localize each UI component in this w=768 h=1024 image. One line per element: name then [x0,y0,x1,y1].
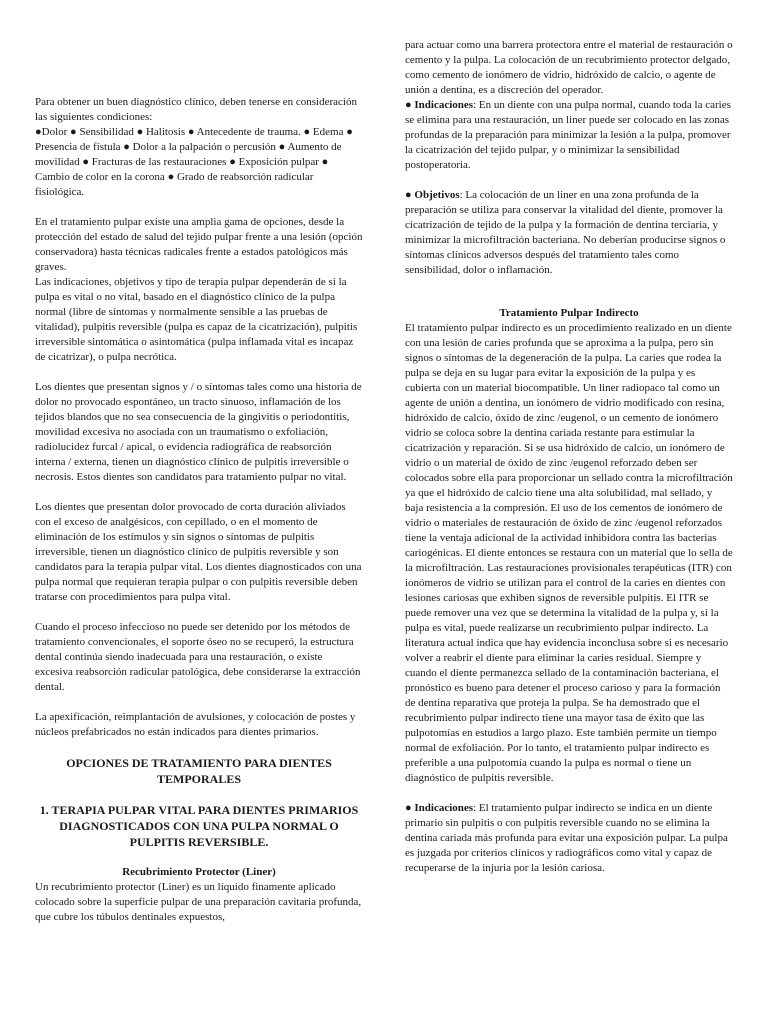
liner-heading: Recubrimiento Protector (Liner) [122,866,276,878]
vital-therapy-heading: 1. TERAPIA PULPAR VITAL PARA DIENTES PRIMARIOS DIAGNOSTICADOS CON UNA PULPA NORMAL O PULPITIS REVERSIBLE. [39,803,359,849]
liner-continuation-paragraph: para actuar como una barrera protectora entre el material de restauración o cemento y la pulpa. La colocación de un recubrimiento protector delgado, como cemento de ionómero de vidrio, hidróxido de calcio, o agente de unión a dentina, es a discreción del operador. [405,39,733,96]
infection-paragraph: Cuando el proceso infeccioso no puede ser detenido por los métodos de tratamiento convencionales, el soporte óseo no se recuperó, la estructura dental continúa siendo inadecuada para una restauración, o existe excesiva reabsorción radicular patológica, debe considerarse la extracción dental. [35,621,361,693]
indirect-treatment-heading: Tratamiento Pulpar Indirecto [499,307,639,319]
indirect-indications-text: : El tratamiento pulpar indirecto se indica en un diente primario sin pulpitis o con pulpitis reversible cuando no se elimina la dentina cariada más profunda para evitar una exposición pulpar. La pulpa es juzgada por criterios clínicos y radiográficos como vital y capaz de recuperarse de la injuria por la lesión cariosa. [405,802,728,874]
options-heading: OPCIONES DE TRATAMIENTO PARA DIENTES TEMPORALES [66,756,332,786]
indications-text: : En un diente con una pulpa normal, cuando toda la caries se elimina para una restauración, un liner puede ser colocado en las zonas profundas de la preparación para minimizar la lesión a la pulpa, promover la cicatrización del tejido pulpar, y o minimizar la sensibilidad postoperatoria. [405,99,731,171]
indications-label: ● Indicaciones [405,99,474,111]
conditions-list: ●Dolor ● Sensibilidad ● Halitosis ● Antecedente de trauma. ● Edema ● Presencia de fístula ● Dolor a la palpación o percusión ● Aumento de movilidad ● Fracturas de las restauraciones ● Exposición pulpar ● Cambio de color en la corona ● Grado de reabsorción radicular fisiológica. [35,126,353,198]
indirect-indications-item [405,801,733,876]
indirect-treatment-paragraph: El tratamiento pulpar indirecto es un procedimiento realizado en un diente con una lesión de caries profunda que se aproxima a la pulpa, pero sin signos o síntomas de la degeneración de la pulpa. La caries que rodea la pulpa se deja en su lugar para evitar la exposición de la pulpa y es cubierta con un material biocompatible. Un liner radiopaco tal como un agente de unión a dentina, un ionómero de vidrio modificado con resina, hidróxido de calcio, óxido de zinc /eugenol, o un cemento de ionómero vidrio se coloca sobre la dentina cariada restante para estimular la cicatrización y reparación. Si se usa hidróxido de calcio, un ionómero de vidrio o un material de óxido de zinc /eugenol reforzado deben ser colocados sobre ella para proporcionar un sellado contra la microfiltración ya que el hidróxido de calcio tiene una alta solubilidad, mal sellado, y baja resistencia a la compresión. El uso de los cementos de ionómero de vidrio o materiales de restauración de óxido de zinc /eugenol reforzados tiene la ventaja adicional de la actividad inhibidora contra las bacterias cariogénicas. El diente entonces se restaura con un material que lo sella de la microfiltración. Las restauraciones provisionales terapéuticas (ITR) con ionómeros de vidrio se utilizan para el control de la caries en dientes con lesiones cariosas que exhiben signos de reversible pulpitis. El ITR se puede remover una vez que se determina la vitalidad de la pulpa y, si la pulpa es vital, puede realizarse un recubrimiento pulpar indirecto. La literatura actual indica que hay evidencia inconclusa sobre si es necesario volver a reabrir el diente para eliminar la caries residual. Siempre y cuando el diente permanezca sellado de la contaminación bacteriana, el pronóstico es bueno para detener el proceso carioso y para la formación de dentina reparativa que proteja la pulpa. Se ha demostrado que el recubrimiento pulpar indirecto tiene una mayor tasa de éxito que las pulpotomías en estudios a largo plazo. Este también permite un tiempo normal de exfoliación. Por lo tanto, el tratamiento pulpar indirecto es preferible a una pulpotomía cuando la pulpa es normal o tiene un diagnóstico de pulpitis reversible. [405,322,733,784]
objectives-text: : La colocación de un liner en una zona profunda de la preparación se utiliza para conservar la vitalidad del diente, promover la cicatrización de tejido de la pulpa y la formación de dentina terciaria, y minimizar la microfiltración bacteriana. No deberían producirse signos o síntomas clínicos adversos después del tratamiento tales como sensibilidad, dolor o inflamación. [405,189,726,276]
intro-paragraph: Para obtener un buen diagnóstico clínico, deben tenerse en consideración las siguientes condiciones: [35,96,357,123]
liner-paragraph: Un recubrimiento protector (Liner) es un líquido finamente aplicado colocado sobre la superficie pulpar de una preparación cavitaria profunda, que cubre los túbulos dentinales expuestos, [35,881,362,923]
left-column [35,95,363,925]
signs-paragraph: Los dientes que presentan signos y / o síntomas tales como una historia de dolor no provocado espontáneo, un tracto sinuoso, inflamación de los tejidos blandos que no sea consecuencia de la gingivitis o periodontitis, movilidad excesiva no asociada con un traumatismo o exfoliación, radiolucidez furcal / apical, o evidencia radiográfica de reabsorción interna / externa, tienen un diagnóstico clínico de pulpitis irreversible o necrosis. Estos dientes son candidatos para tratamiento pulpar no vital. [35,381,362,483]
options-paragraph: En el tratamiento pulpar existe una amplia gama de opciones, desde la protección del estado de salud del tejido pulpar frente a una lesión (opción conservadora) hasta técnicas radicales frente a estados patológicos más graves. [35,216,363,273]
provoked-pain-paragraph: Los dientes que presentan dolor provocado de corta duración aliviados con el exceso de analgésicos, con cepillado, o en el momento de eliminación de los estímulos y sin signos o síntomas de pulpitis irreversible, tienen un diagnóstico clínico de pulpitis reversible y son candidatos para la terapia pulpar vital. Los dientes diagnosticados con una pulpa normal que requieran terapia pulpar o con pulpitis reversible deben tratarse con procedimientos para pulpa vital. [35,501,362,603]
objectives-label: ● Objetivos [405,189,460,201]
indications-item [405,98,733,173]
indirect-indications-label: ● Indicaciones [405,802,474,814]
apexification-paragraph: La apexificación, reimplantación de avulsiones, y colocación de postes y núcleos prefabricados no están indicados para dientes primarios. [35,711,356,738]
objectives-item [405,188,733,278]
indications-paragraph: Las indicaciones, objetivos y tipo de terapia pulpar dependerán de si la pulpa es vital o no vital, basado en el diagnóstico clínico de la pulpa normal (libre de síntomas y normalmente sensible a las pruebas de vitalidad), pulpitis reversible (pulpa es capaz de la cicatrización), pulpitis irreversible sintomática o asintomática (pulpa inflamada vital es incapaz de cicatrizar), o pulpa necrótica. [35,276,358,363]
right-column [405,38,733,876]
